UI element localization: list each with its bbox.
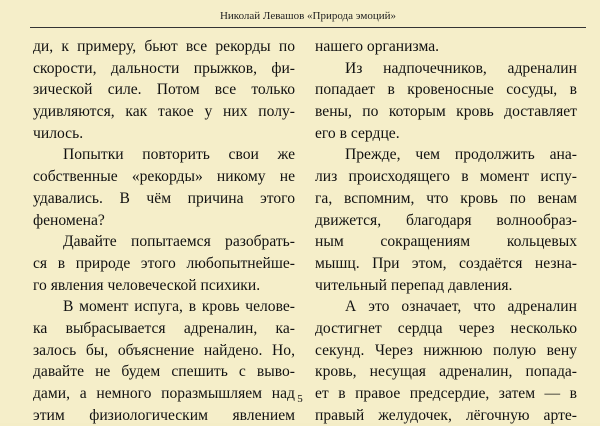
text-line: В момент испуга, в кровь челове- xyxy=(63,298,295,316)
text-line: ка выбрасывается адреналин, ка- xyxy=(33,319,295,337)
header-rule xyxy=(30,27,586,28)
right-column xyxy=(315,36,577,426)
text-line: движется, благодаря волнообраз- xyxy=(315,211,577,229)
text-line: собственные «рекорды» никому не xyxy=(33,168,295,186)
running-header: Николай Левашов «Природа эмоций» xyxy=(219,10,397,22)
text-line: Прежде, чем продолжить ана- xyxy=(345,146,577,164)
text-line: Из надпочечников, адреналин xyxy=(345,59,577,77)
text-line: давайте не будем спешить с выво- xyxy=(33,363,295,381)
text-line: вены, по которым кровь доставляет xyxy=(315,103,577,121)
text-line: дами, а немного поразмышляем над xyxy=(33,385,295,402)
left-column xyxy=(33,36,295,426)
text-line: ет в правое предсердие, затем — в xyxy=(315,385,577,402)
text-line: зической силе. Потом все только xyxy=(33,81,295,99)
text-line: удивляются, как такое у них полу- xyxy=(33,103,295,121)
text-line: попадает в кровеносные сосуды, в xyxy=(315,81,577,99)
text-line: чительный перепад давления. xyxy=(315,276,513,294)
text-line: чилось. xyxy=(33,124,84,142)
page-number: 5 xyxy=(297,393,303,405)
text-line: феномена? xyxy=(33,211,105,229)
text-line: этим физиологическим явлением xyxy=(33,406,295,424)
text-line: ди, к примеру, бьют все рекорды по xyxy=(33,38,295,55)
text-line: А это означает, что адреналин xyxy=(345,298,577,316)
text-line: ся в природе этого любопытнейше- xyxy=(33,254,295,272)
text-line: нашего организма. xyxy=(315,38,440,55)
text-line: га, вспомним, что кровь по венам xyxy=(315,189,577,207)
text-line: залось бы, объяснение найдено. Но, xyxy=(33,341,295,359)
text-line: Попытки повторить свои же xyxy=(63,146,295,164)
text-line: его в сердце. xyxy=(315,124,400,142)
text-line: достигнет сердца через несколько xyxy=(315,319,577,337)
text-line: ным сокращениям кольцевых xyxy=(315,233,577,251)
text-line: удавались. В чём причина этого xyxy=(33,189,295,207)
text-line: го явления человеческой психики. xyxy=(33,276,261,294)
text-line: секунд. Через нижнюю полую вену xyxy=(315,341,577,359)
text-line: лиз происходящего в момент испу- xyxy=(315,168,577,186)
text-line: кровь, несущая адреналин, попада- xyxy=(315,363,577,381)
text-line: скорости, дальности прыжков, фи- xyxy=(33,59,295,77)
text-line: мышц. При этом, создаётся незна- xyxy=(315,254,577,272)
text-line: Давайте попытаемся разобрать- xyxy=(63,233,295,251)
text-line: правый желудочек, лёгочную арте- xyxy=(315,406,577,424)
